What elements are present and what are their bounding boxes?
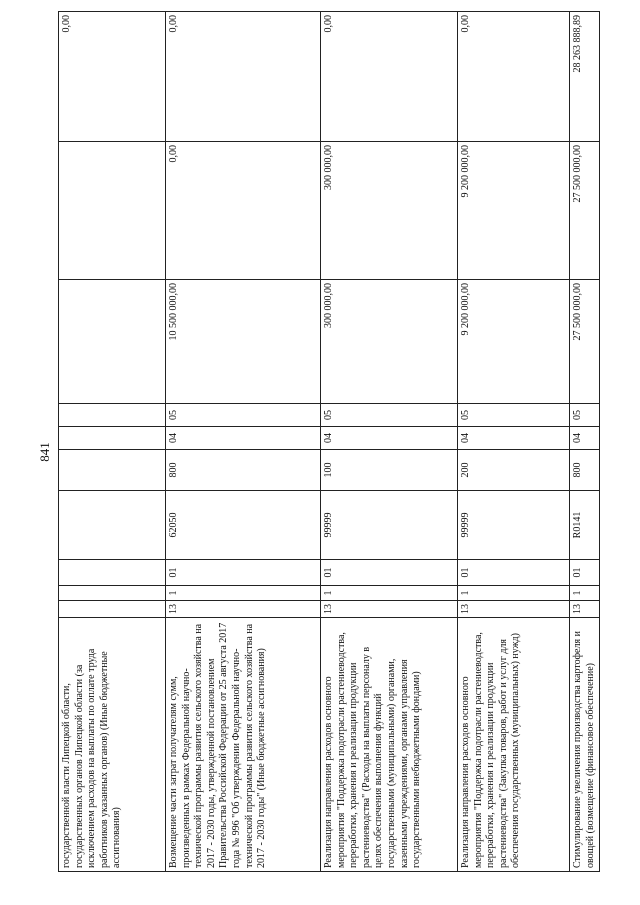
rotated-table-content (58, 15, 596, 872)
page-number: 841 (37, 442, 52, 462)
table-row (458, 12, 570, 872)
code-col-5 (59, 450, 166, 491)
code-col-4: 99999 (458, 491, 570, 560)
code-col-2: 1 (458, 586, 570, 601)
budget-table (58, 11, 600, 872)
code-col-2: 1 (570, 586, 600, 601)
code-col-1: 13 (458, 601, 570, 618)
row-description: Возмещение части затрат получателям сумм, произведенных в рамках Федеральной научно-технической программы развития сельского хозяйства на 2017 - 2030 годы, утвержденной постановлением Правительства Российской Федерации от 25 августа 2017 года № 996 "Об утверждении Федеральной научно-технической программы развития сельского хозяйства на 2017 - 2030 годы" (Иные бюджетные ассигнования) (166, 618, 321, 872)
code-col-1: 13 (570, 601, 600, 618)
code-col-3: 01 (458, 560, 570, 586)
code-col-2 (59, 586, 166, 601)
code-col-1 (59, 601, 166, 618)
amount-col-3: 0,00 (166, 12, 321, 142)
row-description: Стимулирование увеличения производства картофеля и овощей (возмещение (финансовое обеспечение) (570, 618, 600, 872)
code-col-2: 1 (166, 586, 321, 601)
code-col-6: 04 (166, 427, 321, 450)
code-col-3: 01 (570, 560, 600, 586)
table-row (321, 12, 458, 872)
code-col-7: 05 (166, 404, 321, 427)
code-col-5: 100 (321, 450, 458, 491)
amount-col-3: 0,00 (59, 12, 166, 142)
row-description: Реализация направления расходов основного мероприятия "Поддержка подотрасли растениеводства, переработки, хранения и реализации продукции растениеводства" (Закупка товаров, работ и услуг для обеспечения государственных (муниципальных) нужд) (458, 618, 570, 872)
code-col-6: 04 (458, 427, 570, 450)
code-col-3 (59, 560, 166, 586)
amount-col-3: 28 263 888,89 (570, 12, 600, 142)
rotated-table-frame (58, 15, 596, 872)
amount-col-1: 9 200 000,00 (458, 280, 570, 404)
code-col-2: 1 (321, 586, 458, 601)
table-row (166, 12, 321, 872)
row-description: государственной власти Липецкой области, государственных органов Липецкой области (за исключением расходов на выплаты по оплате труда работников указанных органов) (Иные бюджетные ассигнования) (59, 618, 166, 872)
amount-col-2: 0,00 (166, 142, 321, 280)
code-col-5: 800 (166, 450, 321, 491)
code-col-6 (59, 427, 166, 450)
amount-col-2: 300 000,00 (321, 142, 458, 280)
amount-col-3: 0,00 (321, 12, 458, 142)
code-col-1: 13 (321, 601, 458, 618)
amount-col-1: 300 000,00 (321, 280, 458, 404)
amount-col-2: 27 500 000,00 (570, 142, 600, 280)
amount-col-1: 10 500 000,00 (166, 280, 321, 404)
code-col-3: 01 (321, 560, 458, 586)
code-col-5: 200 (458, 450, 570, 491)
amount-col-1: 27 500 000,00 (570, 280, 600, 404)
code-col-3: 01 (166, 560, 321, 586)
code-col-4: 62050 (166, 491, 321, 560)
code-col-7 (59, 404, 166, 427)
code-col-4 (59, 491, 166, 560)
code-col-5: 800 (570, 450, 600, 491)
table-row (59, 12, 166, 872)
code-col-6: 04 (321, 427, 458, 450)
code-col-1: 13 (166, 601, 321, 618)
code-col-7: 05 (570, 404, 600, 427)
amount-col-2: 9 200 000,00 (458, 142, 570, 280)
code-col-4: 99999 (321, 491, 458, 560)
code-col-7: 05 (321, 404, 458, 427)
code-col-6: 04 (570, 427, 600, 450)
row-description: Реализация направления расходов основного мероприятия "Поддержка подотрасли растениеводства, переработки, хранения и реализации продукции растениеводства" (Расходы на выплаты персоналу в целях обеспечения выполнения функций государственными (муниципальными) органами, казенными учреждениями, органами управления государственными внебюджетными фондами) (321, 618, 458, 872)
amount-col-3: 0,00 (458, 12, 570, 142)
table-row (570, 12, 600, 872)
amount-col-2 (59, 142, 166, 280)
amount-col-1 (59, 280, 166, 404)
code-col-7: 05 (458, 404, 570, 427)
code-col-4: R0141 (570, 491, 600, 560)
